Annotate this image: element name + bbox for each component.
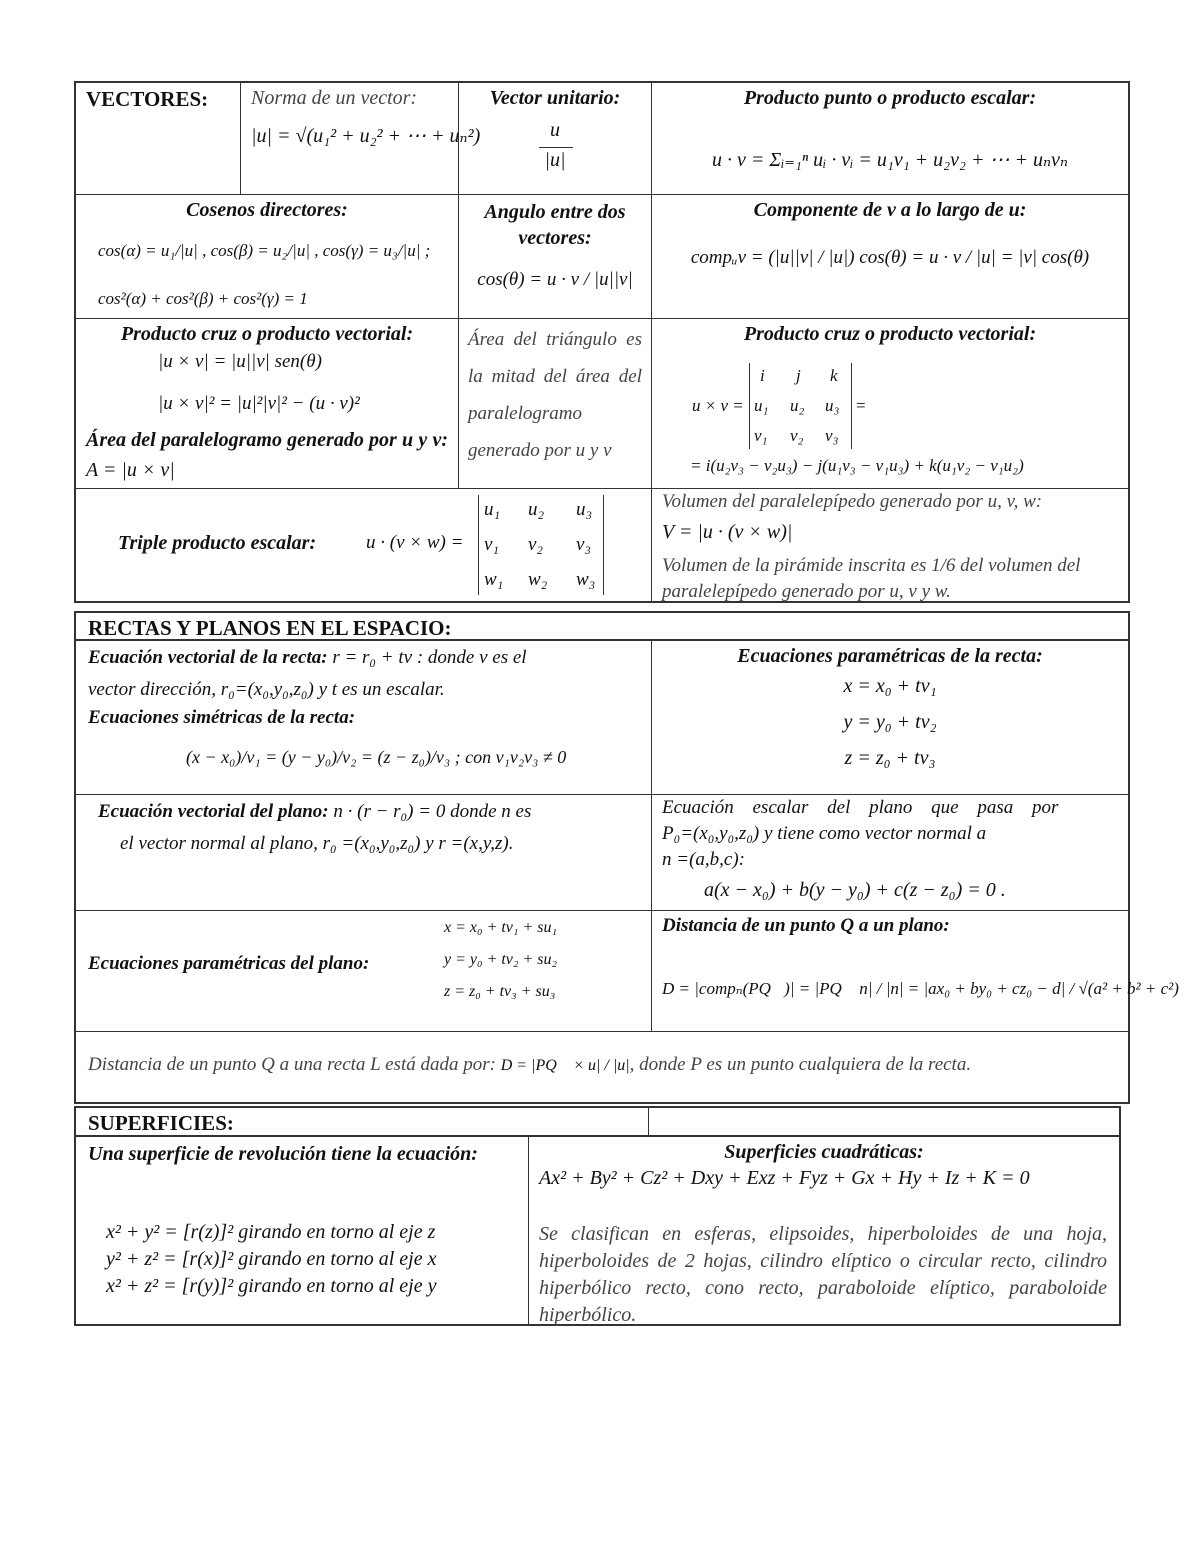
triple-cell-entry: w₂ (528, 569, 548, 590)
punto-title: Producto punto o producto escalar: (743, 87, 1037, 109)
superficies-heading-blank (648, 1108, 1119, 1136)
triple-bar-right (603, 495, 604, 595)
dist-plano-title: Distancia de un punto Q a un plano: (662, 915, 950, 936)
vec-plano-formula: n · (r − r₀) = 0 (333, 801, 446, 822)
angulo-title: Angulo entre dos vectores: (484, 201, 626, 249)
norma-title: Norma de un vector: (251, 87, 418, 109)
angulo-cell (458, 194, 651, 318)
triple-cell-entry: u₂ (528, 499, 545, 520)
norma-cell (240, 83, 481, 194)
dist-recta-text2: , donde P es un punto cualquiera de la recta. (629, 1054, 972, 1075)
vectores-heading: VECTORES: (86, 87, 209, 111)
revolucion-cell (76, 1136, 528, 1324)
triple-bar-left (478, 495, 479, 595)
cruz-title: Producto cruz o producto vectorial: (120, 323, 414, 345)
vec-recta-text1: : donde v es el (416, 647, 527, 668)
det-cell: v₂ (790, 426, 804, 445)
piramide-text: Volumen de la pirámide inscrita es 1/6 del volumen del paralelepípedo generado por u, v y w. (662, 555, 1081, 602)
superficies-heading: SUPERFICIES: (88, 1111, 234, 1135)
triple-cell-entry: w₁ (484, 569, 504, 590)
revolucion-eq: x² + z² = [r(y)]² girando en torno al eje y (106, 1275, 437, 1297)
dist-plano-cell (651, 910, 1179, 1031)
dist-plano-formula: D = |compₙ(PQ⃗)| = |PQ⃗ n| / |n| = |ax₀ + by₀ + cz₀ − d| / √(a² + b² + c²) (662, 979, 1179, 998)
esc-plano-text2: P₀=(x₀,y₀,z₀) y tiene como vector normal a (662, 823, 987, 844)
volumen-text: Volumen del paralelepípedo generado por u, v, w: (662, 491, 1043, 512)
sim-formula: (x − x₀)/v₁ = (y − y₀)/v₂ = (z − z₀)/v₃ ; con v₁v₂v₃ ≠ 0 (186, 747, 567, 767)
det-cell: v₃ (825, 426, 839, 445)
esc-plano-cell (651, 794, 1128, 910)
cruz-formula2: |u × v|² = |u|²|v|² − (u · v)² (158, 393, 360, 414)
param-plano-eq: z = z₀ + tv₃ + su₃ (444, 983, 556, 1000)
det-cell: u₁ (754, 396, 769, 415)
det-bar-right (851, 363, 852, 449)
triple-cell (76, 488, 651, 601)
cuadraticas-title: Superficies cuadráticas: (724, 1141, 924, 1163)
volumen-formula: V = |u · (v × w)| (662, 521, 793, 543)
det-cell: k (830, 366, 838, 385)
cuadraticas-text: Se clasifican en esferas, elipsoides, hiperboloides de una hoja, hiperboloides de 2 hojas, cilindro elíptico o circular recto, cilindro hiperbólico recto, cono recto, paraboloide elíptico, paraboloide hiperbólico. (539, 1223, 1107, 1326)
triangulo-cell (458, 318, 651, 488)
vectores-section (74, 81, 1130, 603)
vec-plano-cell (76, 794, 651, 910)
triple-cell-entry: u₁ (484, 499, 501, 520)
param-plano-eq: y = y₀ + tv₂ + su₂ (444, 951, 558, 968)
componente-formula: compᵤv = (|u||v| / |u|) cos(θ) = u · v / |u| = |v| cos(θ) (690, 247, 1090, 268)
param-recta-cell (651, 641, 1128, 794)
unitario-title: Vector unitario: (489, 87, 621, 109)
cuadraticas-cell (528, 1136, 1119, 1324)
triple-cell-entry: v₁ (484, 534, 500, 555)
triple-cell-entry: v₂ (528, 534, 544, 555)
vec-recta-line (88, 647, 527, 669)
vectores-heading-cell (76, 83, 240, 194)
cuadraticas-formula: Ax² + By² + Cz² + Dxy + Exz + Fyz + Gx + Hy + Iz + K = 0 (539, 1167, 1030, 1189)
dist-recta-cell (76, 1031, 1128, 1102)
area-label: Área del paralelogramo generado por u y v: (86, 429, 448, 451)
dist-recta-line (88, 1054, 971, 1076)
unitario-numerator: u (550, 119, 560, 141)
triangulo-text: Área del triángulo es la mitad del área del paralelogramo generado por u y v (468, 329, 642, 461)
det-cell: u₃ (825, 396, 840, 415)
det-lhs: u × v = (692, 396, 744, 415)
det-cell: j (796, 366, 801, 385)
cruz-cell (76, 318, 458, 488)
triple-cell-entry: v₃ (576, 534, 592, 555)
param-recta-title: Ecuaciones paramétricas de la recta: (737, 645, 1043, 667)
unitario-fraction-line (539, 147, 573, 148)
rectas-heading-cell (76, 613, 1128, 641)
cruz2-title: Producto cruz o producto vectorial: (743, 323, 1037, 345)
componente-title: Componente de v a lo largo de u: (753, 199, 1027, 221)
punto-formula: u · v = Σᵢ₌₁ⁿ uᵢ · vᵢ = u₁v₁ + u₂v₂ + ⋯ + uₙvₙ (711, 149, 1069, 171)
superficies-heading-cell (76, 1108, 648, 1136)
det-bar-left (749, 363, 750, 449)
det-cell: v₁ (754, 426, 768, 445)
revolucion-eq: y² + z² = [r(x)]² girando en torno al eje x (106, 1248, 437, 1270)
componente-cell (651, 194, 1128, 318)
area-formula: A = |u × v| (86, 459, 175, 481)
param-recta-eq: z = z₀ + tv₃ (844, 747, 936, 769)
dist-recta-formula: D = |PQ⃗ × u| / |u| (500, 1057, 630, 1074)
unitario-cell (458, 83, 651, 194)
vec-plano-text1: donde n es (450, 801, 532, 822)
cosenos-title: Cosenos directores: (186, 199, 348, 221)
area-text (86, 425, 448, 485)
superficies-section (74, 1106, 1121, 1326)
vec-recta-formula: r = r₀ + tv (332, 647, 413, 668)
revolucion-title: Una superficie de revolución tiene la ecuación: (88, 1143, 478, 1165)
revolucion-eq: x² + y² = [r(z)]² girando en torno al eje z (106, 1221, 436, 1243)
punto-cell (651, 83, 1128, 194)
cruz2-cell (651, 318, 1128, 488)
norma-formula: |u| = √(u₁² + u₂² + ⋯ + uₙ²) (251, 125, 481, 147)
triple-cell-entry: u₃ (576, 499, 593, 520)
det-cell: i (760, 366, 765, 385)
det-expansion: = i(u₂v₃ − v₂u₃) − j(u₁v₃ − v₁u₃) + k(u₁v₂ − v₁u₂) (690, 456, 1024, 475)
triple-title: Triple producto escalar: (118, 532, 317, 554)
cruz-formula1: |u × v| = |u||v| sen(θ) (158, 351, 322, 372)
param-plano-eq: x = x₀ + tv₁ + su₁ (444, 919, 558, 936)
vec-recta-title: Ecuación vectorial de la recta: (88, 647, 328, 668)
esc-plano-text1: Ecuación escalar del plano que pasa por (662, 797, 1059, 818)
angulo-formula: cos(θ) = u · v / |u||v| (477, 269, 633, 290)
vec-recta-text2: vector dirección, r₀=(x₀,y₀,z₀) y t es un escalar. (88, 679, 445, 700)
esc-plano-formula: a(x − x₀) + b(y − y₀) + c(z − z₀) = 0 . (704, 879, 1006, 901)
rectas-section (74, 611, 1179, 1104)
param-plano-cell (76, 910, 651, 1031)
param-recta-eq: x = x₀ + tv₁ (843, 675, 937, 697)
triple-cell-entry: w₃ (576, 569, 596, 590)
cosenos-formula2: cos²(α) + cos²(β) + cos²(γ) = 1 (98, 289, 308, 308)
volumen-cell (651, 488, 1128, 601)
det-equals: = (856, 396, 866, 415)
param-recta-eq: y = y₀ + tv₂ (843, 711, 937, 733)
cosenos-formula1: cos(α) = u₁/|u| , cos(β) = u₂/|u| , cos(γ) = u₃/|u| ; (98, 241, 431, 260)
rectas-heading: RECTAS Y PLANOS EN EL ESPACIO: (88, 616, 452, 640)
param-plano-title: Ecuaciones paramétricas del plano: (88, 953, 370, 974)
esc-plano-text3: n =(a,b,c): (662, 849, 745, 870)
triple-lhs: u · (v × w) = (366, 532, 464, 553)
vec-plano-title: Ecuación vectorial del plano: (98, 801, 329, 822)
sim-title: Ecuaciones simétricas de la recta: (88, 707, 356, 728)
dist-recta-text1: Distancia de un punto Q a una recta L está dada por: (88, 1054, 496, 1075)
vec-plano-line (98, 801, 531, 823)
vec-plano-text2: el vector normal al plano, r₀ =(x₀,y₀,z₀) y r =(x,y,z). (120, 833, 514, 854)
det-cell: u₂ (790, 396, 805, 415)
cosenos-cell (76, 194, 458, 318)
vec-recta-cell (76, 641, 651, 794)
unitario-denominator: |u| (544, 149, 566, 171)
